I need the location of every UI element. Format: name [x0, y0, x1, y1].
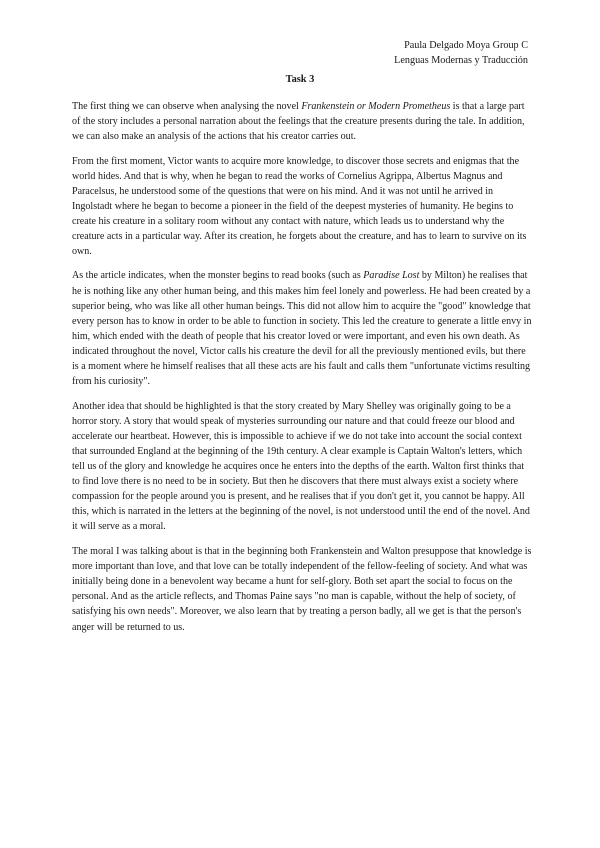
novel-title: Frankenstein or Modern Prometheus [301, 101, 451, 112]
book-title: Paradise Lost [363, 270, 420, 282]
author-name-group: Paula Delgado Moya Group C [404, 40, 528, 51]
document-body [72, 99, 532, 644]
document-title: Task 3 [285, 74, 315, 85]
paragraph-3: As the article indicates, when the monster begins to read books (such as Paradise Lost by Milton) he realises that he is nothing like any other human being, and this makes him feel lonely and powerless. He had been created by a superior being, who was like all other human beings. This did not allow him to acquire the "good" knowledge that every person has to know in order to be able to function in society. This led the creature to generate a little envy in him, which ended with the death of people that his creator loved or were important, and even his own death. As indicated throughout the novel, Victor calls his creature the devil for all the previously mentioned evils, but there is a moment where he himself realises that all these acts are his fault and calls them "unfortunate victims resulting from his curiosity". [72, 270, 532, 388]
paragraph-1: The first thing we can observe when analysing the novel Frankenstein or Modern Prometheus is that a large part of the story includes a personal narration about the feelings that the creature presents during the tale. In addition, we can also make an analysis of the actions that his creator carries out. [72, 101, 525, 143]
paragraph-4: Another idea that should be highlighted is that the story created by Mary Shelley was originally going to be a horror story. A story that would speak of mysteries surrounding our nature and that could freeze our blood and accelerate our heartbeat. However, this is impossible to achieve if we do not take into account the social context that surrounded England at the beginning of the 19th century. A clear example is Captain Walton's letters, which tell us of the glory and knowledge he acquires once he enters into the depths of the earth. Walton first thinks that to find love there is no need to be in society. But then he discovers that there must always exist a society where compassion for the people around you is present, and he realises that if you don't get it, you cannot be happy. All this, which is narrated in the letters at the beginning of the novel, is not understood until the end of the novel. And it will serve as a moral. [72, 400, 530, 533]
author-header [394, 38, 528, 68]
paragraph-2: From the first moment, Victor wants to acquire more knowledge, to discover those secrets and enigmas that the world hides. And that is why, when he began to read the works of Cornelius Agrippa, Albertus Magnus and Paracelsus, he understood some of the questions that were on his mind. And it was not until he arrived in Ingolstadt where he began to become a pioneer in the field of the deepest mysteries of humanity. He begins to create his creature in a solitary room without any contact with nature, which leads us to understand why the creature acts in a particular way. After its creation, he forgets about the creature, and has to learn to survive on its own. [72, 155, 527, 258]
course-name: Lenguas Modernas y Traducción [394, 55, 528, 66]
paragraph-5: The moral I was talking about is that in the beginning both Frankenstein and Walton presuppose that knowledge is more important than love, and that love can be totally independent of the fellow-feeling of society. And what was initially being done in a benevolent way became a hunt for self-glory. Both set apart the social to focus on the personal. And as the article reflects, and Thomas Paine says "no man is capable, without the help of society, of satisfying his own needs". Moreover, we also learn that by treating a person badly, all we get is that the person's anger will be returned to us. [72, 546, 532, 633]
